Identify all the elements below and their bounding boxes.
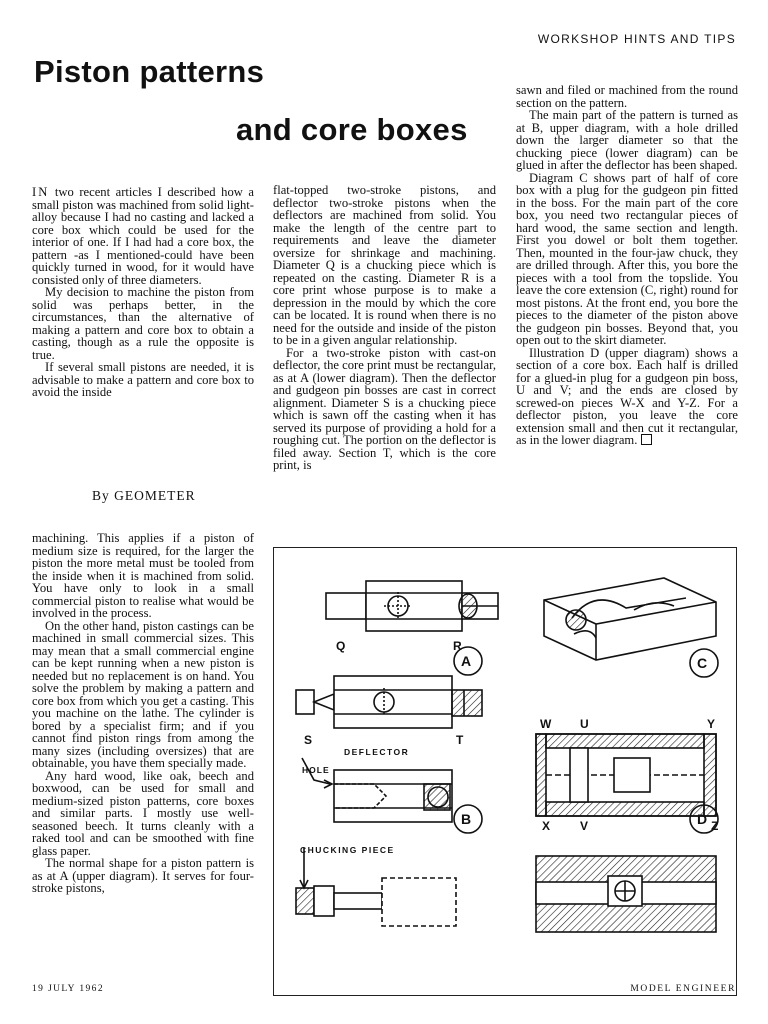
diagram-c [544, 578, 716, 660]
column-3 [516, 84, 738, 447]
paragraph: sawn and filed or machined from the round section on the pattern. [516, 83, 738, 110]
label-w: W [540, 717, 552, 731]
footer-magazine: MODEL ENGINEER [630, 984, 736, 994]
drop-cap: IN [32, 185, 50, 199]
label-x: X [542, 819, 551, 833]
footer-date: 19 JULY 1962 [32, 984, 104, 994]
paragraph: Diagram C shows part of half of core box with a plug for the gudgeon pin fitted in the boss. For the main part of the core box, you need two rectangular pieces of hard wood, the same section and length. First you dowel or bolt them together. Then, mounted in the four-jaw chuck, they are drilled through. After this, you bore the pieces with a tool from the topslide. You leave the core extension (C, right) round for most pistons. At the front end, you bore the pieces to the diameter of the piston above the gudgeon pin bosses. Beyond that, you open out to the skirt diameter. [516, 170, 738, 347]
paragraph: machining. This applies if a piston of medium size is required, for the larger the piston the more metal must be tooled from the inside when it is machined from solid. You have only to look in a small commercial piston to realise what would be involved in the process. [32, 531, 254, 620]
paragraph: flat-topped two-stroke pistons, and deflector two-stroke pistons when the deflectors are machined from solid. You make the length of the centre part to requirements and leave the diameter oversize for shrinkage and machining. Diameter Q is a chucking piece which is repeated on the casting. Diameter R is a core print whose purpose is to make a depression in the mould by which the core can be located. It is round when there is no need for the outside and inside of the piston to be in a given angular relationship. [273, 183, 496, 347]
paragraph: On the other hand, piston castings can be machined in small commercial sizes. This may mean that a small commercial engine can be kept running when a new piston is needed but no replacement is on hand. You solve the problem by making a pattern and core box from which you get a casting. This you machine on the lathe. The cylinder is bored by a specialist firm; and if you cannot find piston rings from among the many sizes (including oversizes) that are obtainable, you have them specially made. [32, 618, 254, 770]
label-s: S [304, 733, 313, 747]
diagram-a-lower [296, 676, 482, 728]
diagram-a-upper [326, 581, 498, 631]
section-header: WORKSHOP HINTS AND TIPS [537, 32, 736, 46]
diagram-b-lower [296, 848, 456, 926]
label-deflector: DEFLECTOR [344, 747, 410, 757]
article-title-line-2: and core boxes [236, 112, 468, 147]
end-mark-icon [641, 434, 652, 445]
article-title-line-1: Piston patterns [34, 54, 265, 89]
label-t: T [456, 733, 464, 747]
label-u: U [580, 717, 589, 731]
label-d: D [697, 811, 708, 827]
diagram-d-lower [536, 856, 716, 932]
figure-box [273, 547, 737, 996]
label-c: C [697, 655, 708, 671]
label-hole: HOLE [302, 765, 330, 775]
paragraph: IN two recent articles I described how a small piston was machined from solid light-alloy because I had no casting and lacked a core box which could be used for the interior of one. If I had had a core box, the pattern -as I mentioned-could have been quickly turned in wood, for it would have consisted only of three diameters. [32, 185, 254, 287]
label-a: A [461, 653, 472, 669]
label-q: Q [336, 639, 346, 653]
column-2 [273, 184, 496, 472]
paragraph: The normal shape for a piston pattern is as at A (upper diagram). It serves for four-stroke pistons, [32, 856, 254, 895]
byline: By GEOMETER [92, 488, 196, 503]
label-y: Y [707, 717, 716, 731]
label-r: R [453, 639, 462, 653]
column-1-top [32, 186, 254, 399]
paragraph: The main part of the pattern is turned as at B, upper diagram, with a hole drilled down the larger diameter so that the chucking piece (lower diagram) can be glued in after the deflector has been shaped. [516, 108, 738, 172]
column-1-bottom [32, 532, 254, 895]
label-chucking-piece: CHUCKING PIECE [300, 845, 395, 855]
paragraph: If several small pistons are needed, it is advisable to make a pattern and core box to avoid the inside [32, 360, 254, 399]
paragraph: Illustration D (upper diagram) shows a section of a core box. Each half is drilled for a glued-in plug for a gudgeon pin boss, U and V; and the ends are closed by screwed-on pieces W-X and Y-Z. For a deflector piston, you leave the core extension small and then cut it rectangular, as in the lower diagram. [516, 345, 738, 447]
label-b: B [461, 811, 472, 827]
technical-drawing [274, 548, 736, 995]
paragraph: Any hard wood, like oak, beech and boxwood, can be used for small and medium-sized piston patterns, core boxes and similar parts. I mostly use well-seasoned beech. It turns cleanly with a raked tool and can be smoothed with fine glass paper. [32, 768, 254, 858]
label-z: Z [711, 819, 719, 833]
label-v: V [580, 819, 589, 833]
diagram-d-upper [536, 734, 716, 816]
paragraph: For a two-stroke piston with cast-on deflector, the core print must be rectangular, as at A (lower diagram). Then the deflector and gudgeon pin bosses are cast in correct alignment. Diameter S is a chucking piece which is sawn off the casting when it has served its purpose of providing a hold for a roughing cut. The portion on the deflector is filed away. Section T, which is the core print, is [273, 345, 496, 472]
paragraph: My decision to machine the piston from solid was perhaps better, in the circumstances, than the alternative of making a pattern and core box to obtain a casting, though as a rule the opposite is true. [32, 285, 254, 362]
